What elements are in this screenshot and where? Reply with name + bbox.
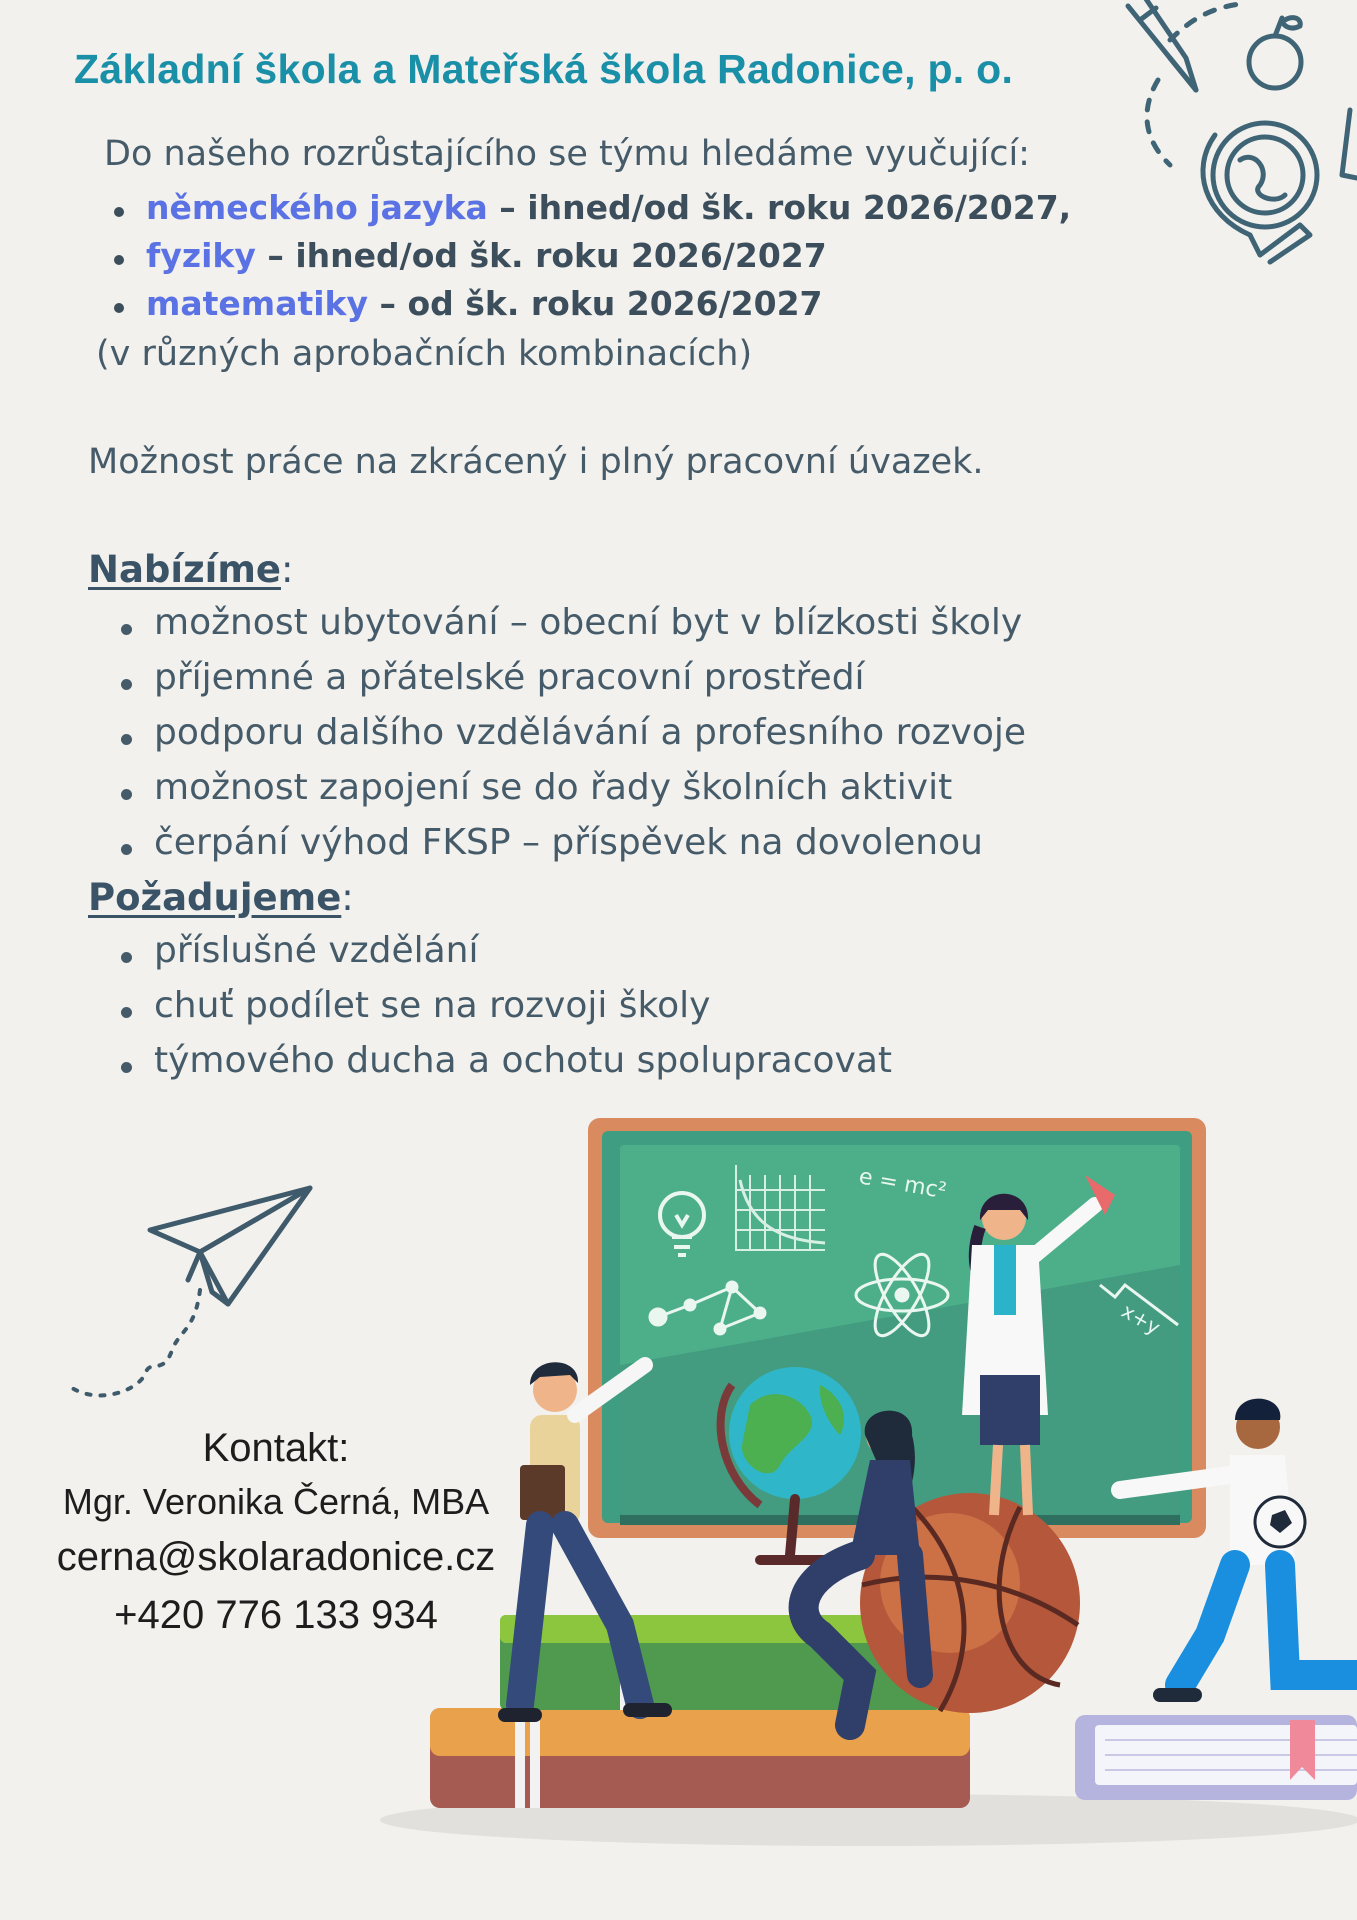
board-expression: x+y xyxy=(1117,1298,1165,1340)
offer-heading: Nabízíme: xyxy=(88,548,294,591)
subject-detail: – ihned/od šk. roku 2026/2027 xyxy=(255,236,827,275)
intro-text: Do našeho rozrůstajícího se týmu hledáme vyučující: xyxy=(104,134,1030,174)
parttime-note: Možnost práce na zkrácený i plný pracovní úvazek. xyxy=(88,442,984,482)
subject-name: fyziky xyxy=(146,236,256,275)
requirements-heading-label: Požadujeme xyxy=(88,876,342,919)
board-formula: e = mc² xyxy=(856,1164,949,1205)
list-item: chuť podílet se na rozvoji školy xyxy=(116,985,892,1040)
list-item: příslušné vzdělání xyxy=(116,930,892,985)
notebook xyxy=(1075,1715,1357,1800)
requirements-list xyxy=(116,930,892,1095)
school-doodles-icon xyxy=(1110,0,1357,270)
list-item: čerpání výhod FKSP – příspěvek na dovolenou xyxy=(116,822,1026,877)
list-item xyxy=(112,236,1071,284)
requirements-heading: Požadujeme: xyxy=(88,876,354,919)
classroom-illustration xyxy=(380,1115,1357,1850)
subject-detail: – od šk. roku 2026/2027 xyxy=(368,284,823,323)
list-item xyxy=(112,188,1071,236)
combinations-note: (v různých aprobačních kombinacích) xyxy=(96,334,753,374)
list-item: podporu dalšího vzdělávání a profesního rozvoje xyxy=(116,712,1026,767)
list-item: příjemné a přátelské pracovní prostředí xyxy=(116,657,1026,712)
contact-name: Mgr. Veronika Černá, MBA xyxy=(62,1481,490,1522)
subject-detail: – ihned/od šk. roku 2026/2027, xyxy=(487,188,1072,227)
contact-heading: Kontakt: xyxy=(202,1426,350,1470)
list-item: možnost zapojení se do řady školních aktivit xyxy=(116,767,1026,822)
subject-name: německého jazyka xyxy=(146,188,488,227)
offer-heading-label: Nabízíme xyxy=(88,548,281,591)
page-title: Základní škola a Mateřská škola Radonice, p. o. xyxy=(74,46,1014,92)
list-item xyxy=(112,284,1071,332)
paper-plane-icon xyxy=(60,1180,320,1420)
contact-email[interactable]: cerna@skolaradonice.cz xyxy=(56,1535,496,1579)
list-item: možnost ubytování – obecní byt v blízkosti školy xyxy=(116,602,1026,657)
offer-list xyxy=(116,602,1026,877)
positions-list xyxy=(112,188,1071,332)
subject-name: matematiky xyxy=(146,284,369,323)
contact-phone[interactable]: +420 776 133 934 xyxy=(114,1593,438,1637)
list-item: týmového ducha a ochotu spolupracovat xyxy=(116,1040,892,1095)
